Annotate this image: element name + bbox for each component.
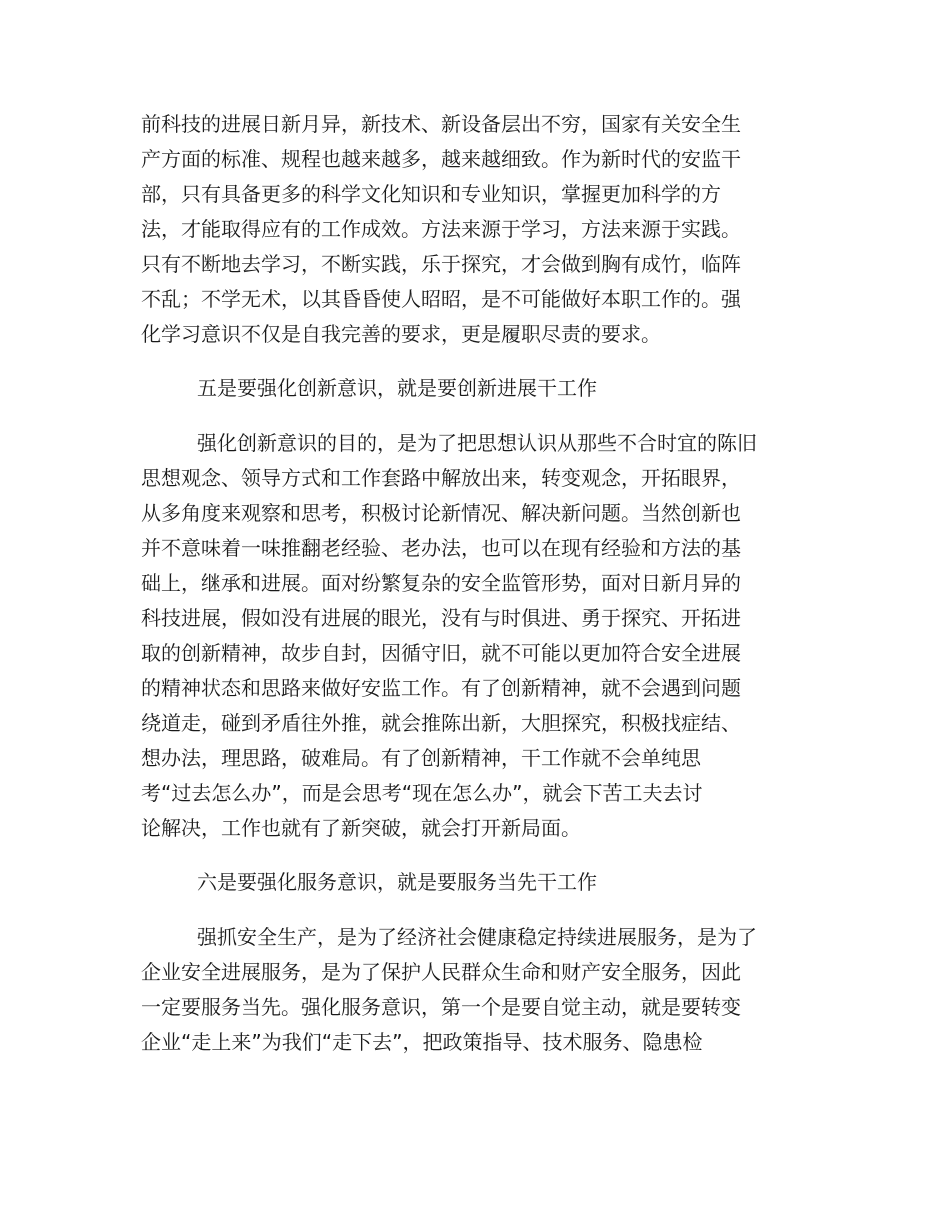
paragraph-line: 产方面的标准、规程也越来越多，越来越细致。作为新时代的安监干 [141, 147, 741, 171]
paragraph-line: 科技进展，假如没有进展的眼光，没有与时俱进、勇于探究、开拓进 [141, 606, 741, 630]
paragraph-line: 并不意味着一味推翻老经验、老办法，也可以在现有经验和方法的基 [141, 536, 741, 560]
paragraph-line: 前科技的进展日新月异，新技术、新设备层出不穷，国家有关安全生 [141, 112, 741, 136]
paragraph-line: 思想观念、领导方式和工作套路中解放出来，转变观念，开拓眼界， [141, 466, 741, 490]
paragraph-line: 法，才能取得应有的工作成效。方法来源于学习，方法来源于实践。 [141, 217, 741, 241]
paragraph-line: 企业安全进展服务，是为了保护人民群众生命和财产安全服务，因此 [141, 960, 741, 984]
paragraph-line: 强抓安全生产，是为了经济社会健康稳定持续进展服务，是为了 [197, 925, 757, 949]
paragraph-line: 论解决，工作也就有了新突破，就会打开新局面。 [141, 816, 581, 840]
paragraph-line: 不乱；不学无术，以其昏昏使人昭昭，是不可能做好本职工作的。强 [141, 287, 741, 311]
paragraph-line: 企业“走上来”为我们“走下去”，把政策指导、技术服务、隐患检 [141, 1030, 703, 1054]
paragraph-line: 考“过去怎么办”，而是会思考“现在怎么办”，就会下苦工夫去讨 [141, 781, 703, 805]
paragraph-line: 想办法，理思路，破难局。有了创新精神，干工作就不会单纯思 [141, 746, 701, 770]
paragraph-line: 础上，继承和进展。面对纷繁复杂的安全监管形势，面对日新月异的 [141, 571, 741, 595]
paragraph-line: 化学习意识不仅是自我完善的要求，更是履职尽责的要求。 [141, 322, 661, 346]
paragraph-line: 只有不断地去学习，不断实践，乐于探究，才会做到胸有成竹，临阵 [141, 252, 741, 276]
paragraph-line: 一定要服务当先。强化服务意识，第一个是要自觉主动，就是要转变 [141, 995, 741, 1019]
paragraph-line: 部，只有具备更多的科学文化知识和专业知识，掌握更加科学的方 [141, 182, 721, 206]
section-heading: 六是要强化服务意识，就是要服务当先干工作 [197, 870, 597, 894]
paragraph-line: 从多角度来观察和思考，积极讨论新情况、解决新问题。当然创新也 [141, 501, 741, 525]
paragraph-line: 绕道走，碰到矛盾往外推，就会推陈出新，大胆探究，积极找症结、 [141, 711, 741, 735]
paragraph-line: 取的创新精神，故步自封，因循守旧，就不可能以更加符合安全进展 [141, 641, 741, 665]
paragraph-line: 强化创新意识的目的，是为了把思想认识从那些不合时宜的陈旧 [197, 431, 757, 455]
paragraph-line: 的精神状态和思路来做好安监工作。有了创新精神，就不会遇到问题 [141, 676, 741, 700]
section-heading: 五是要强化创新意识，就是要创新进展干工作 [197, 376, 597, 400]
